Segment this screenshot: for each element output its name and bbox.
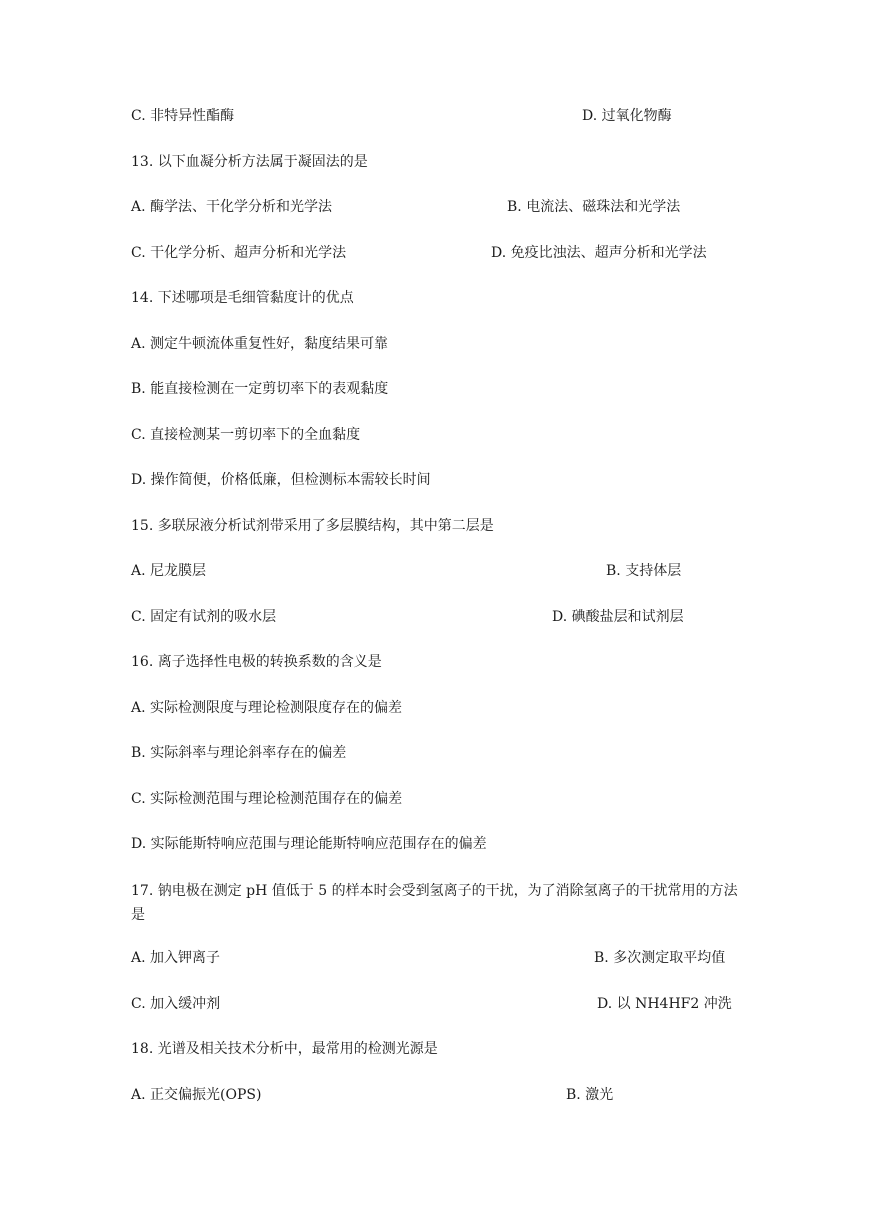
q17-option-d: D. 以 NH4HF2 冲洗 bbox=[597, 996, 732, 1012]
q16-option-b: B. 实际斜率与理论斜率存在的偏差 bbox=[131, 745, 347, 761]
q12-option-c: C. 非特异性酯酶 bbox=[131, 108, 235, 124]
q15-option-d: D. 碘酸盐层和试剂层 bbox=[552, 609, 684, 625]
q15-option-c: C. 固定有试剂的吸水层 bbox=[131, 609, 277, 625]
q18-question: 18. 光谱及相关技术分析中，最常用的检测光源是 bbox=[131, 1041, 438, 1057]
q16-option-c: C. 实际检测范围与理论检测范围存在的偏差 bbox=[131, 791, 403, 807]
q17-option-c: C. 加入缓冲剂 bbox=[131, 996, 221, 1012]
q13-question: 13. 以下血凝分析方法属于凝固法的是 bbox=[131, 154, 368, 170]
q13-option-b: B. 电流法、磁珠法和光学法 bbox=[507, 199, 681, 215]
q13-option-a: A. 酶学法、干化学分析和光学法 bbox=[131, 199, 333, 215]
q15-option-b: B. 支持体层 bbox=[606, 563, 682, 579]
q17-question: 17. 钠电极在测定 pH 值低于 5 的样本时会受到氢离子的干扰，为了消除氢离子的干扰常用的方法是 bbox=[131, 883, 738, 923]
q13-option-d: D. 免疫比浊法、超声分析和光学法 bbox=[491, 245, 707, 261]
q18-option-b: B. 激光 bbox=[566, 1087, 614, 1103]
q16-option-d: D. 实际能斯特响应范围与理论能斯特响应范围存在的偏差 bbox=[131, 836, 487, 852]
q15-question: 15. 多联尿液分析试剂带采用了多层膜结构，其中第二层是 bbox=[131, 518, 494, 534]
q16-option-a: A. 实际检测限度与理论检测限度存在的偏差 bbox=[131, 700, 403, 716]
q12-option-d: D. 过氧化物酶 bbox=[582, 108, 672, 124]
q14-option-b: B. 能直接检测在一定剪切率下的表观黏度 bbox=[131, 381, 389, 397]
q14-question: 14. 下述哪项是毛细管黏度计的优点 bbox=[131, 290, 354, 306]
q14-option-a: A. 测定牛顿流体重复性好，黏度结果可靠 bbox=[131, 336, 389, 352]
q14-option-c: C. 直接检测某一剪切率下的全血黏度 bbox=[131, 427, 361, 443]
q18-option-a: A. 正交偏振光(OPS) bbox=[131, 1087, 262, 1103]
q14-option-d: D. 操作简便，价格低廉，但检测标本需较长时间 bbox=[131, 472, 431, 488]
q17-option-b: B. 多次测定取平均值 bbox=[594, 950, 726, 966]
q17-option-a: A. 加入钾离子 bbox=[131, 950, 221, 966]
q15-option-a: A. 尼龙膜层 bbox=[131, 563, 207, 579]
q16-question: 16. 离子选择性电极的转换系数的含义是 bbox=[131, 654, 382, 670]
q13-option-c: C. 干化学分析、超声分析和光学法 bbox=[131, 245, 347, 261]
